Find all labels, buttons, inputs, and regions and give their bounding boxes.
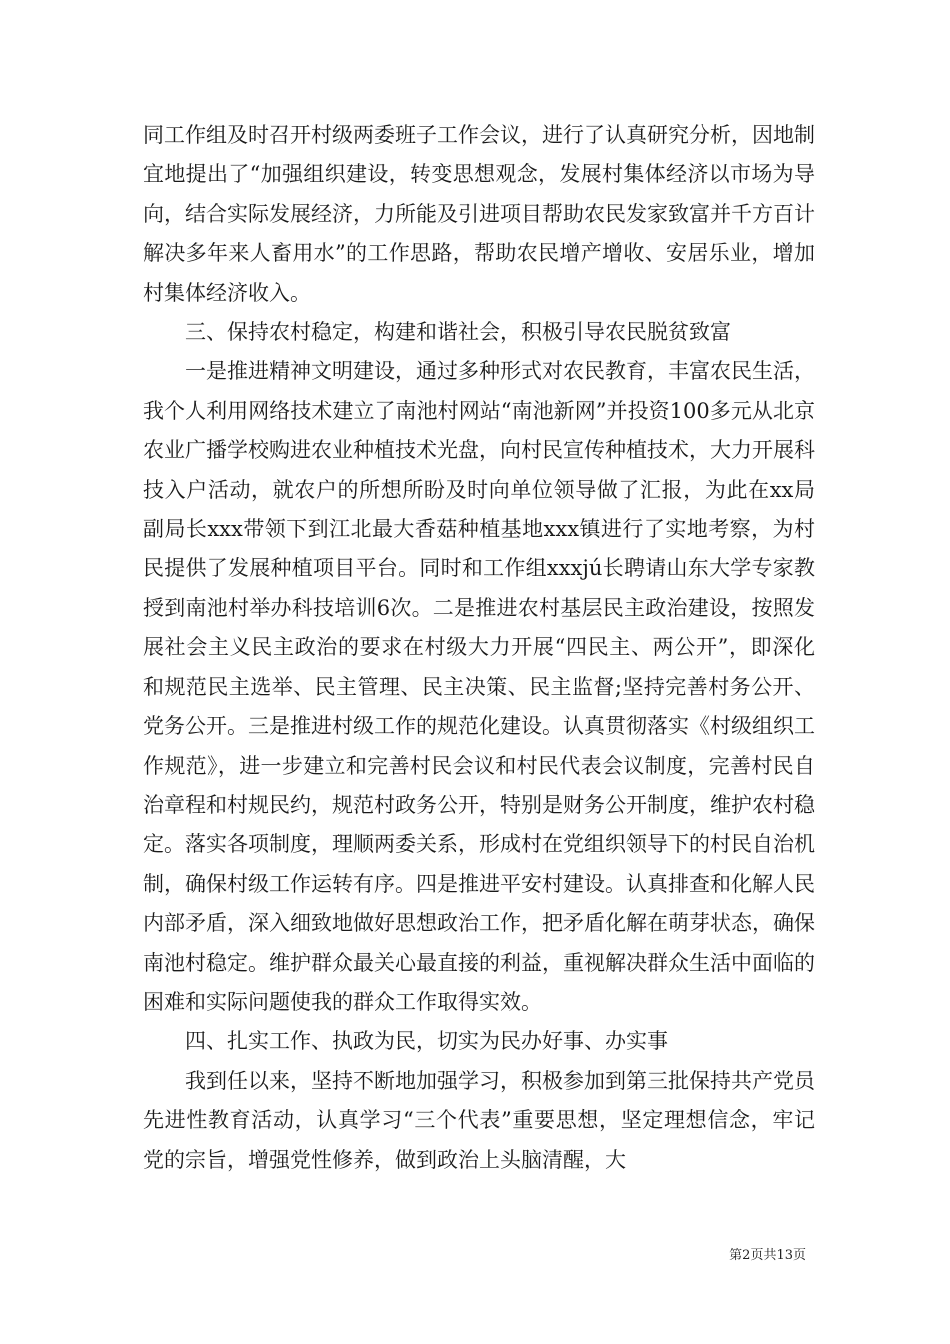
paragraph-section-three-body: 一是推进精神文明建设，通过多种形式对农民教育，丰富农民生活，我个人利用网络技术建立了南池村网站“南池新网”并投资100多元从北京农业广播学校购进农业种植技术光盘，向村民宣传种植技术，大力开展科技入户活动，就农户的所想所盼及时向单位领导做了汇报，为此在xx局副局长xxx带领下到江北最大香菇种植基地xxx镇进行了实地考察，为村民提供了发展种植项目平台。同时和工作组xxxjú长聘请山东大学专家教授到南池村举办科技培训6次。二是推进农村基层民主政治建设，按照发展社会主义民主政治的要求在村级大力开展“四民主、两公开”，即深化和规范民主选举、民主管理、民主决策、民主监督;坚持完善村务公开、党务公开。三是推进村级工作的规范化建设。认真贯彻落实《村级组织工作规范》，进一步建立和完善村民会议和村民代表会议制度，完善村民自治章程和村规民约，规范村政务公开，特别是财务公开制度，维护农村稳定。落实各项制度，理顺两委关系，形成村在党组织领导下的村民自治机制，确保村级工作运转有序。四是推进平安村建设。认真排查和化解人民内部矛盾，深入细致地做好思想政治工作，把矛盾化解在萌芽状态，确保南池村稳定。维护群众最关心最直接的利益，重视解决群众生活中面临的困难和实际问题使我的群众工作取得实效。 [143, 359, 815, 1014]
paragraph-section-four-body: 我到任以来，坚持不断地加强学习，积极参加到第三批保持共产党员先进性教育活动，认真学习“三个代表”重要思想，坚定理想信念，牢记党的宗旨，增强党性修养，做到政治上头脑清醒，大 [143, 1068, 815, 1172]
paragraph-continuation: 同工作组及时召开村级两委班子工作会议，进行了认真研究分析，因地制宜地提出了“加强组织建设，转变思想观念，发展村集体经济以市场为导向，结合实际发展经济，力所能及引进项目帮助农民发家致富并千方百计解决多年来人畜用水”的工作思路，帮助农民增产增收、安居乐业，增加村集体经济收入。 [143, 123, 815, 305]
document-body [143, 116, 815, 1180]
section-heading-three: 三、保持农村稳定，构建和谐社会，积极引导农民脱贫致富 [185, 320, 731, 345]
section-heading-four: 四、扎实工作、执政为民，切实为民办好事、办实事 [185, 1029, 668, 1054]
page-number-footer: 第2页共13页 [729, 1248, 806, 1263]
